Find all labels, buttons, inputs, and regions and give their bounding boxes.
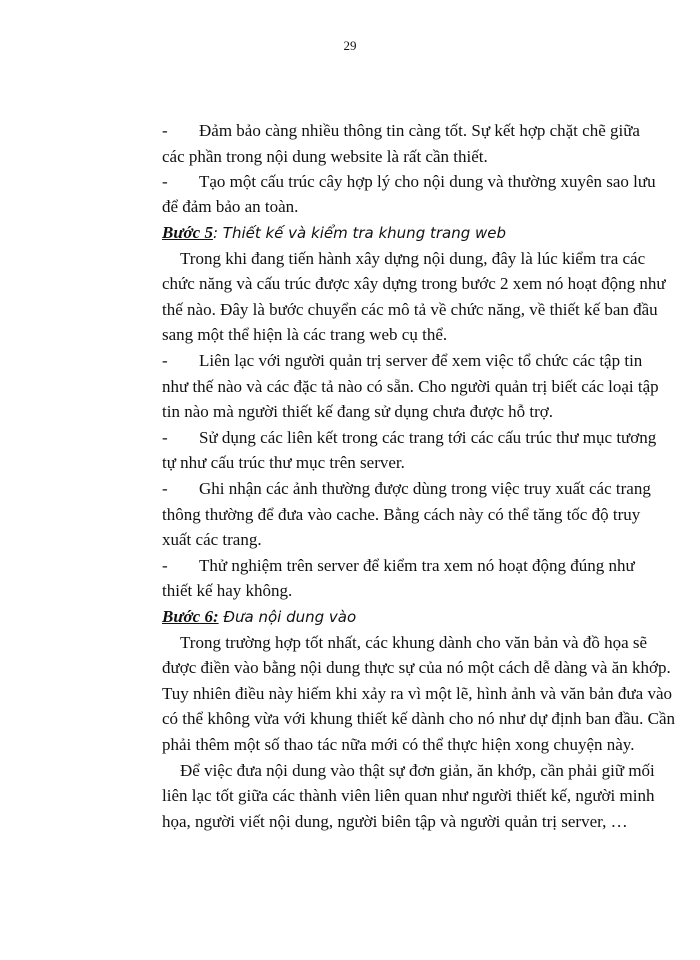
step6-title: Đưa nội dung vào	[218, 608, 357, 626]
bullet-text-line: Đảm bảo càng nhiều thông tin càng tốt. Sự kết hợp chặt chẽ giữa	[199, 121, 640, 140]
bullet-text-line: thiết kế hay không.	[162, 581, 293, 600]
bullet-text-line: Thử nghiệm trên server để kiểm tra xem nó hoạt động đúng như	[199, 556, 635, 575]
step5-heading	[162, 222, 604, 244]
bullet-text-line: tin nào mà người thiết kế đang sử dụng chưa được hỗ trợ.	[162, 402, 553, 421]
step6-heading	[162, 606, 604, 628]
paragraph-line: Trong trường hợp tốt nhất, các khung dành cho văn bản và đồ họa sẽ	[180, 633, 648, 652]
bullet-text-line: xuất các trang.	[162, 530, 262, 549]
bullet-marker: -	[162, 121, 168, 140]
paragraph-line: sang một thể hiện là các trang web cụ thể.	[162, 325, 448, 344]
bullet-marker: -	[162, 556, 168, 575]
bullet-text-line: thông thường để đưa vào cache. Bằng cách này có thể tăng tốc độ truy	[162, 505, 641, 524]
bullet-text-line: các phần trong nội dung website là rất cần thiết.	[162, 147, 488, 166]
step5-title: : Thiết kế và kiểm tra khung trang web	[212, 224, 507, 242]
paragraph-line: Trong khi đang tiến hành xây dựng nội dung, đây là lúc kiểm tra các	[180, 249, 646, 268]
step5-label: Bước 5	[162, 223, 213, 242]
bullet-text-line: tự như cấu trúc thư mục trên server.	[162, 453, 405, 472]
bullet-text-line: Sử dụng các liên kết trong các trang tới các cấu trúc thư mục tương	[199, 428, 657, 447]
bullet-marker: -	[162, 428, 168, 447]
bullet-text-line: Tạo một cấu trúc cây hợp lý cho nội dung và thường xuyên sao lưu	[199, 172, 656, 191]
paragraph-line: Tuy nhiên điều này hiếm khi xảy ra vì một lẽ, hình ảnh và văn bản đưa vào	[162, 684, 672, 703]
bullet-text-line: Ghi nhận các ảnh thường được dùng trong việc truy xuất các trang	[199, 479, 651, 498]
step6-label: Bước 6:	[162, 607, 219, 626]
bullet-text-line: như thế nào và các đặc tả nào có sẵn. Cho người quản trị biết các loại tập	[162, 377, 659, 396]
bullet-marker: -	[162, 172, 168, 191]
paragraph-line: chức năng và cấu trúc được xây dựng trong bước 2 xem nó hoạt động như	[162, 274, 666, 293]
paragraph-line: được điền vào bằng nội dung thực sự của nó một cách dễ dàng và ăn khớp.	[162, 658, 671, 677]
paragraph-line: liên lạc tốt giữa các thành viên liên quan như người thiết kế, người minh	[162, 786, 655, 805]
bullet-text-line: để đảm bảo an toàn.	[162, 197, 299, 216]
paragraph-line: có thể không vừa với khung thiết kế dành cho nó như dự định ban đầu. Cần	[162, 709, 676, 728]
bullet-marker: -	[162, 351, 168, 370]
page-number: 29	[343, 38, 357, 53]
paragraph-line: Để việc đưa nội dung vào thật sự đơn giản, ăn khớp, cần phải giữ mối	[180, 761, 655, 780]
bullet-text-line: Liên lạc với người quản trị server để xem việc tổ chức các tập tin	[199, 351, 643, 370]
paragraph-line: thế nào. Đây là bước chuyển các mô tả về chức năng, về thiết kế ban đầu	[162, 300, 658, 319]
paragraph-line: họa, người viết nội dung, người biên tập và người quản trị server, …	[162, 812, 628, 831]
bullet-marker: -	[162, 479, 168, 498]
paragraph-line: phải thêm một số thao tác nữa mới có thể thực hiện xong chuyện này.	[162, 735, 635, 754]
